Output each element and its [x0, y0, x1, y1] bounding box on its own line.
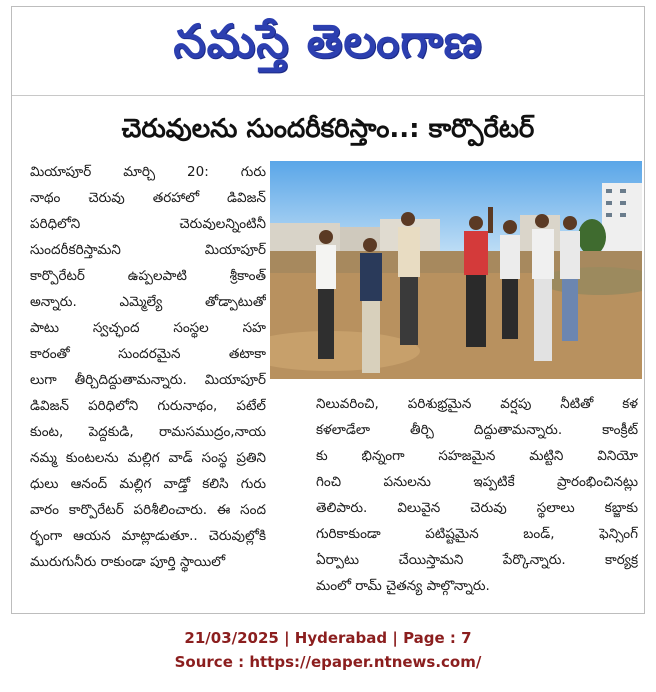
article-line: కుంట, పెద్దకుడి, రామసముద్రం,నాయ: [30, 424, 266, 440]
newspaper-clipping: [11, 6, 645, 614]
footer-date-line: 21/03/2025 | Hyderabad | Page : 7: [184, 629, 472, 647]
article-column-left-continued: [30, 367, 266, 575]
article-column-left: [30, 159, 266, 367]
article-line: అన్నారు. ఎమ్మెల్యే తోడ్పాటుతో: [30, 294, 266, 310]
article-line: నిలువరించి, పరిశుభ్రమైన వర్షపు నీటితో కళ: [316, 396, 638, 412]
article-line: వారం కార్పొరేటర్ పరిశీలించారు. ఈ సంద: [30, 502, 266, 518]
article-column-right: [316, 391, 638, 599]
article-line: గించి పనులను ఇప్పటికే ప్రారంభించినట్లు: [316, 474, 638, 490]
article-line: లుగా తీర్చిదిద్దుతామన్నారు. మియాపూర్: [30, 372, 266, 388]
article-line: ర్భంగా ఆయన మాట్లాడుతూ.. చెరువుల్లోకి: [30, 528, 266, 544]
article-line: కారంతో సుందరమైన తటాకా: [30, 346, 266, 362]
article-line: పరిధిలోని చెరువులన్నింటినీ: [30, 216, 266, 232]
article-line: మియాపూర్ మార్చి 20: గురు: [30, 164, 266, 180]
person-figure: [316, 230, 336, 359]
article-headline: చెరువులను సుందరీకరిస్తాం..: కార్పొరేటర్: [121, 114, 535, 144]
article-line: మురుగునీరు రాకుండా పూర్తి స్థాయిలో: [30, 554, 226, 570]
masthead-divider: [12, 95, 644, 96]
article-line: నమ్మ కుంటలను మల్లిగ వాడ్ సంస్థ ప్రతిని: [30, 450, 266, 466]
article-line: కళలాడేలా తీర్చి దిద్దుతామన్నారు. కాంక్రీట్: [316, 422, 638, 438]
article-line: గురికాకుండా పటిష్టమైన బండ్, ఫెన్సింగ్: [316, 526, 638, 542]
article-line: కార్పొరేటర్ ఉప్పలపాటి శ్రీకాంత్: [30, 268, 266, 284]
article-photo: [270, 161, 642, 379]
article-line: పాటు స్వచ్ఛంద సంస్థల సహ: [30, 320, 266, 336]
article-line: ఏర్పాటు చేయిస్తామని పేర్కొన్నారు. కార్యక్ర: [316, 552, 638, 568]
article-line: కు భిన్నంగా సహజమైన మట్టిని వినియో: [316, 448, 638, 464]
article-line: సుందరీకరిస్తామని మియాపూర్: [30, 242, 266, 258]
footer-source-link[interactable]: Source : https://epaper.ntnews.com/: [174, 653, 482, 671]
article-line: తెలిపారు. విలువైన చెరువు స్థలాలు కబ్జాకు: [316, 500, 638, 516]
article-line: మంలో రామ్ చైతన్య పాల్గొన్నారు.: [316, 578, 490, 594]
article-line: నాథం చెరువు తరహాలో డివిజన్: [30, 190, 266, 206]
article-line: ధులు ఆనంద్ మల్లిగ వాడ్తో కలిసి గురు: [30, 476, 266, 492]
article-line: డివిజన్ పరిధిలోని గురునాథం, పటేల్: [30, 398, 266, 414]
newspaper-masthead: నమస్తే తెలంగాణ: [173, 14, 483, 68]
